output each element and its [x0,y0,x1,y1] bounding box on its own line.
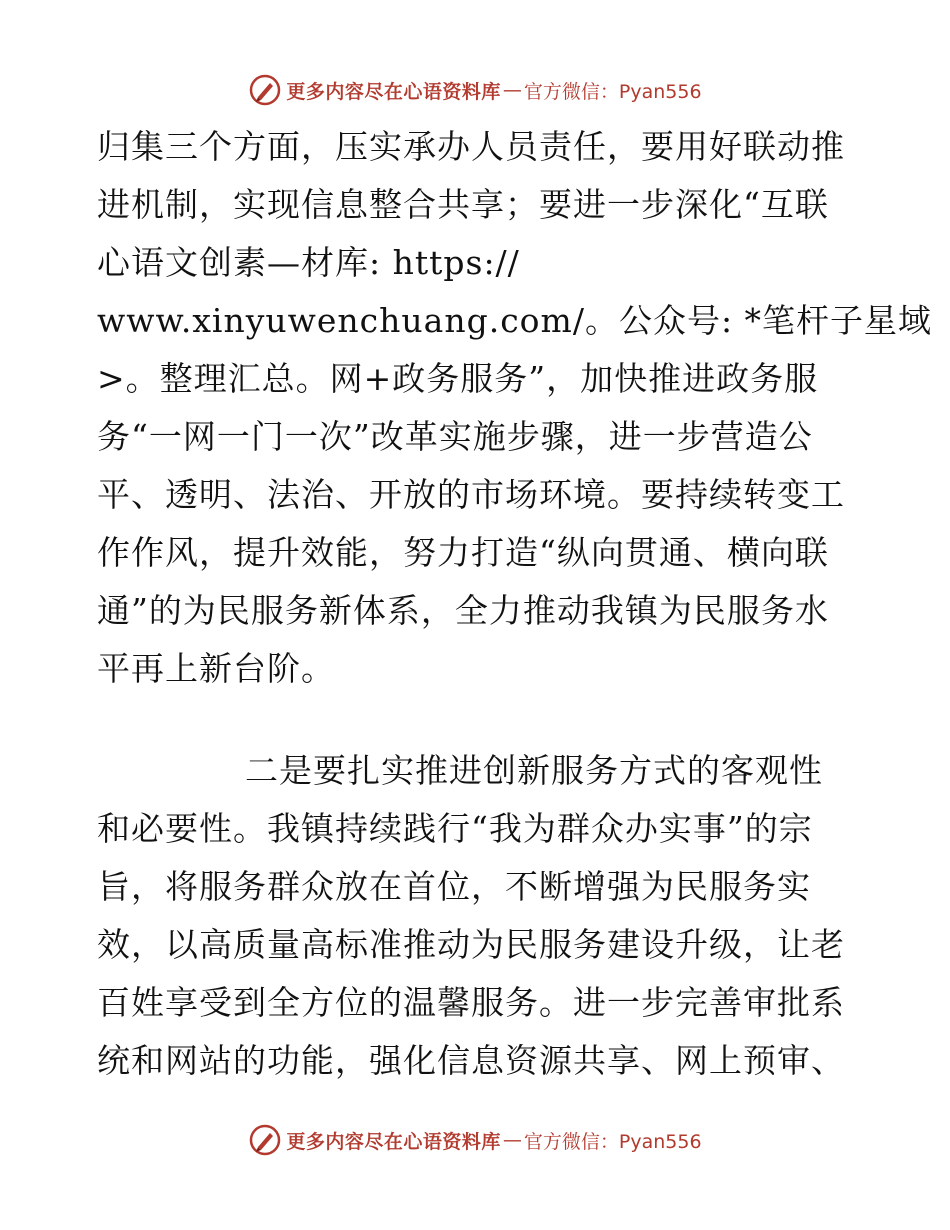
text-line: 平、透明、法治、开放的市场环境。要持续转变工 [97,475,845,514]
text-line: 和必要性。我镇持续践行“我为群众办实事”的宗 [97,809,813,848]
paragraph-1 [97,122,933,702]
header-watermark-banner [0,68,950,112]
text-line: 旨，将服务群众放在首位，不断增强为民服务实 [97,867,811,906]
text-line: 通”的为民服务新体系，全力推动我镇为民服务水 [97,591,829,630]
text-line: 统和网站的功能，强化信息资源共享、网上预审、 [97,1041,845,1080]
text-line: www.xinyuwenchuang.com/。公众号: *笔杆子星域 [97,301,933,340]
text-line: 百姓享受到全方位的温馨服务。进一步完善审批系 [97,983,845,1022]
paragraph-gap [97,702,857,746]
text-line: 效，以高质量高标准推动为民服务建设升级，让老 [97,925,845,964]
text-line: 平再上新台阶。 [97,649,335,688]
pen-logo-icon [248,73,282,107]
text-line: 心语文创素—材库: https:// [97,243,520,282]
text-line: 归集三个方面，压实承办人员责任，要用好联动推 [97,127,845,166]
header-wechat-text: 官方微信：Pyan556 [523,80,702,103]
footer-dash: — [502,1129,522,1151]
text-line: >。整理汇总。网+政务服务”，加快推进政务服 [97,359,819,398]
article-body [97,122,933,1094]
footer-brand-text: 更多内容尽在心语资料库 [286,1130,501,1153]
text-line: 作作风，提升效能，努力打造“纵向贯通、横向联 [97,533,829,572]
footer-wechat-text: 官方微信：Pyan556 [523,1130,702,1153]
text-line: 进机制，实现信息整合共享；要进一步深化“互联 [97,185,829,224]
header-brand-text: 更多内容尽在心语资料库 [286,80,501,103]
pen-logo-icon [248,1123,282,1157]
footer-watermark-banner [0,1118,950,1162]
header-dash: — [502,79,522,101]
paragraph-2 [97,746,857,1094]
text-line: 务“一网一门一次”改革实施步骤，进一步营造公 [97,417,813,456]
text-line: 二是要扎实推进创新服务方式的客观性 [245,751,823,790]
